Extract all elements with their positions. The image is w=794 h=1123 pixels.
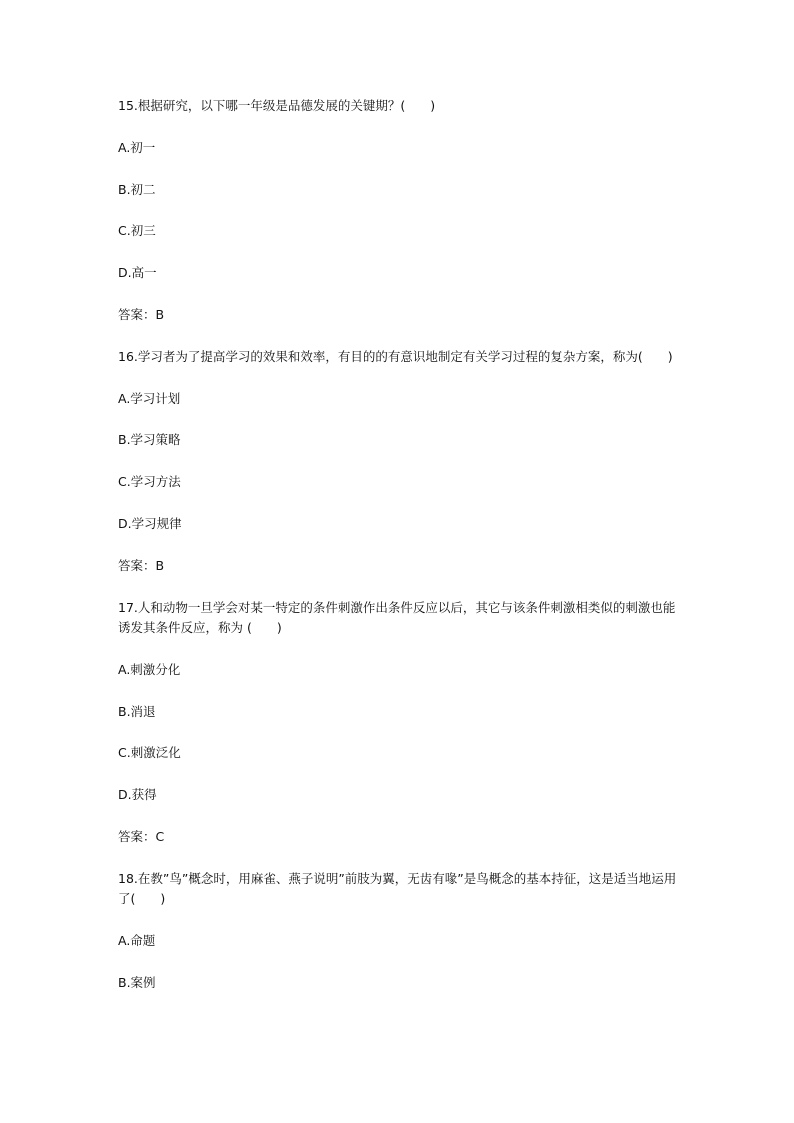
option-b: B.学习策略 bbox=[118, 432, 181, 448]
question-stem: 16.学习者为了提高学习的效果和效率，有目的的有意识地制定有关学习过程的复杂方案，称为( ) bbox=[118, 348, 673, 364]
option-c: C.学习方法 bbox=[118, 474, 181, 490]
question-17 bbox=[118, 598, 678, 848]
option-a: A.初一 bbox=[118, 139, 156, 155]
question-stem: 15.根据研究，以下哪一年级是品德发展的关键期？( ) bbox=[118, 98, 436, 113]
question-15 bbox=[118, 96, 678, 325]
option-a: A.刺激分化 bbox=[118, 661, 181, 677]
question-16 bbox=[118, 347, 678, 576]
option-c: C.初三 bbox=[118, 223, 156, 239]
answer: 答案：B bbox=[118, 306, 165, 322]
option-d: D.学习规律 bbox=[118, 515, 182, 531]
option-b: B.初二 bbox=[118, 181, 156, 197]
answer: 答案：C bbox=[118, 829, 165, 845]
option-d: D.高一 bbox=[118, 265, 157, 281]
answer: 答案：B bbox=[118, 557, 165, 573]
document-page bbox=[118, 96, 678, 1015]
option-d: D.获得 bbox=[118, 787, 157, 803]
question-stem: 18.在教”鸟”概念时，用麻雀、燕子说明”前肢为翼，无齿有喙”是鸟概念的基本持征，这是适当地运用了( ) bbox=[118, 870, 677, 907]
option-c: C.刺激泛化 bbox=[118, 745, 181, 761]
option-b: B.案例 bbox=[118, 974, 156, 990]
option-a: A.学习计划 bbox=[118, 390, 181, 406]
question-18 bbox=[118, 869, 678, 994]
option-b: B.消退 bbox=[118, 703, 156, 719]
option-a: A.命题 bbox=[118, 933, 156, 949]
question-stem: 17.人和动物一旦学会对某一特定的条件刺激作出条件反应以后，其它与该条件刺激相类似的刺激也能诱发其条件反应，称为 ( ) bbox=[118, 599, 676, 636]
